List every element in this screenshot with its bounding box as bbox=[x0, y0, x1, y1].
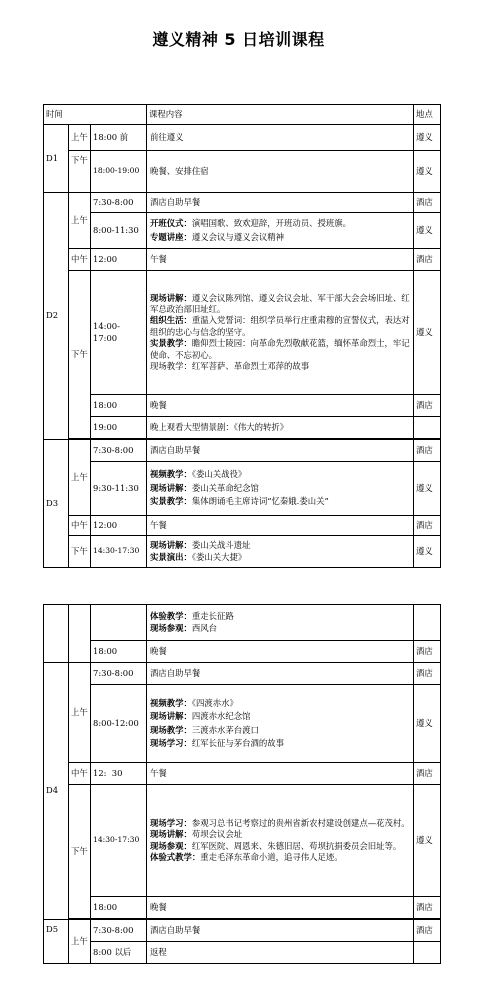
content-cell: 午餐 bbox=[147, 516, 414, 536]
location-cell: 遵义 bbox=[414, 271, 441, 395]
content-line: 现场学习：红军长征与茅台酒的故事 bbox=[150, 737, 284, 748]
period-label: 上午 bbox=[69, 920, 91, 964]
content-line: 体验教学：重走长征路 bbox=[150, 611, 234, 622]
location-cell: 遵义 bbox=[414, 685, 441, 763]
table-row bbox=[44, 462, 441, 516]
table-header-row bbox=[44, 105, 441, 125]
header-location: 地点 bbox=[414, 105, 441, 125]
content-cell: 返程 bbox=[147, 942, 414, 964]
period-label: 中午 bbox=[69, 763, 91, 785]
location-cell: 酒店 bbox=[414, 920, 441, 942]
location-cell bbox=[414, 605, 441, 641]
time-cell: 12: 30 bbox=[91, 763, 147, 785]
table-row bbox=[44, 249, 441, 271]
period-label: 上午 bbox=[69, 663, 91, 763]
content-cell bbox=[147, 462, 414, 516]
period-label: 下午 bbox=[69, 785, 91, 919]
location-cell: 酒店 bbox=[414, 641, 441, 663]
location-cell: 遵义 bbox=[414, 536, 441, 568]
table-row bbox=[44, 395, 441, 417]
location-cell bbox=[414, 942, 441, 964]
period-label: 上午 bbox=[69, 125, 91, 151]
table-row bbox=[44, 785, 441, 897]
content-line: 现场学习：参观习总书记考察过的贵州省新农村建设创建点—花茂村。 bbox=[150, 817, 410, 828]
schedule-table-page1 bbox=[43, 104, 441, 568]
header-time: 时间 bbox=[44, 105, 147, 125]
content-cell bbox=[147, 271, 414, 395]
content-cell: 午餐 bbox=[147, 249, 414, 271]
time-cell: 8:00 以后 bbox=[91, 942, 147, 964]
period-label: 下午 bbox=[69, 151, 91, 193]
table-row bbox=[44, 440, 441, 462]
content-line: 实景演出：《娄山关大捷》 bbox=[150, 551, 247, 562]
content-cell: 酒店自助早餐 bbox=[147, 920, 414, 942]
location-cell: 遵义 bbox=[414, 785, 441, 897]
table-row bbox=[44, 942, 441, 964]
time-cell: 18:00 bbox=[91, 641, 147, 663]
location-cell: 酒店 bbox=[414, 395, 441, 417]
content-line: 现场教学：三渡赤水茅台渡口 bbox=[150, 724, 259, 735]
content-line: 现场讲解：娄山关革命纪念馆 bbox=[150, 482, 259, 493]
period-label: 上午 bbox=[69, 440, 91, 516]
content-line: 现场参观：西风台 bbox=[150, 622, 217, 633]
time-cell: 8:00-12:00 bbox=[91, 685, 147, 763]
content-cell: 前往遵义 bbox=[147, 125, 414, 151]
table-row bbox=[44, 213, 441, 249]
page-title: 遵义精神 5 日培训课程 bbox=[152, 30, 325, 49]
location-cell: 酒店 bbox=[414, 249, 441, 271]
content-line: 实景教学：集体朗诵毛主席诗词“忆秦娥.娄山关” bbox=[150, 496, 329, 507]
content-cell bbox=[147, 213, 414, 249]
content-line: 现场讲解：苟坝会议会址 bbox=[150, 829, 243, 840]
content-cell: 午餐 bbox=[147, 763, 414, 785]
location-cell: 遵义 bbox=[414, 151, 441, 193]
header-content: 课程内容 bbox=[147, 105, 414, 125]
location-cell: 酒店 bbox=[414, 440, 441, 462]
period-label: 中午 bbox=[69, 516, 91, 536]
day-label: D2 bbox=[44, 193, 69, 440]
content-line: 开班仪式：演唱国歌、致欢迎辞，开班动员、授班旗。 bbox=[150, 218, 351, 229]
day-label: D3 bbox=[44, 440, 69, 568]
table-row bbox=[44, 663, 441, 685]
content-line: 体验式教学：重走毛泽东革命小道，追寻伟人足迹。 bbox=[150, 851, 343, 862]
time-cell: 7:30-8:00 bbox=[91, 920, 147, 942]
table-row bbox=[44, 897, 441, 919]
content-cell: 酒店自助早餐 bbox=[147, 663, 414, 685]
content-cell bbox=[147, 605, 414, 641]
location-cell: 酒店 bbox=[414, 516, 441, 536]
day-label: D5 bbox=[44, 920, 69, 964]
time-cell: 7:30-8:00 bbox=[91, 193, 147, 213]
table-row bbox=[44, 641, 441, 663]
content-line: 现场讲解：遵义会议陈列馆、遵义会议会址、军干部大会会场旧址、红军总政治部旧址红。 bbox=[150, 292, 410, 315]
table-row bbox=[44, 920, 441, 942]
location-cell: 遵义 bbox=[414, 125, 441, 151]
time-cell: 18:00-19:00 bbox=[91, 151, 147, 193]
time-cell: 12:00 bbox=[91, 249, 147, 271]
time-cell: 19:00 bbox=[91, 417, 147, 439]
table-row bbox=[44, 763, 441, 785]
content-line: 实景教学：瞻仰烈士陵园：向革命先烈敬献花篮，缅怀革命烈士，牢记使命、不忘初心。 bbox=[150, 338, 410, 360]
table-row bbox=[44, 193, 441, 213]
time-cell: 14:30-17:30 bbox=[91, 785, 147, 897]
period-label: 上午 bbox=[69, 193, 91, 249]
time-cell: 14:30-17:30 bbox=[91, 536, 147, 568]
time-cell: 9:30-11:30 bbox=[91, 462, 147, 516]
content-cell: 酒店自助早餐 bbox=[147, 440, 414, 462]
table-row bbox=[44, 605, 441, 641]
content-line: 专题讲座：遵义会议与遵义会议精神 bbox=[150, 231, 284, 242]
content-line: 视频教学：《娄山关战役》 bbox=[150, 469, 247, 480]
time-cell: 8:00-11:30 bbox=[91, 213, 147, 249]
location-cell: 酒店 bbox=[414, 193, 441, 213]
time-cell: 7:30-8:00 bbox=[91, 440, 147, 462]
table-row bbox=[44, 151, 441, 193]
time-cell: 18:00 前 bbox=[91, 125, 147, 151]
content-cell: 晚餐 bbox=[147, 641, 414, 663]
period-label: 中午 bbox=[69, 249, 91, 271]
location-cell: 酒店 bbox=[414, 663, 441, 685]
content-cell: 晚上观看大型情景剧：《伟大的转折》 bbox=[147, 417, 414, 439]
location-cell: 遵义 bbox=[414, 462, 441, 516]
schedule-table-page2 bbox=[43, 604, 441, 964]
table-row bbox=[44, 125, 441, 151]
period-label-continued bbox=[69, 605, 91, 663]
content-line: 现场讲解：娄山关战斗遗址 bbox=[150, 540, 251, 551]
table-row bbox=[44, 536, 441, 568]
content-cell: 晚餐 bbox=[147, 395, 414, 417]
content-cell: 晚餐 bbox=[147, 897, 414, 919]
content-cell bbox=[147, 785, 414, 897]
table-row bbox=[44, 271, 441, 395]
time-cell: 12:00 bbox=[91, 516, 147, 536]
time-cell: 18:00 bbox=[91, 897, 147, 919]
content-cell bbox=[147, 685, 414, 763]
content-cell bbox=[147, 536, 414, 568]
time-cell: 18:00 bbox=[91, 395, 147, 417]
location-cell: 酒店 bbox=[414, 763, 441, 785]
content-line: 组织生活：重温入党誓词：组织学员举行庄重肃穆的宣誓仪式，表达对组织的忠心与信念的坚守。 bbox=[150, 315, 410, 337]
day-label-continued bbox=[44, 605, 69, 663]
content-line: 现场参观：红军医院、周恩来、朱德旧居、苟坝抗捐委员会旧址等。 bbox=[150, 840, 402, 851]
content-line: 现场教学：红军菩萨、革命烈士邓萍的故事 bbox=[150, 360, 310, 371]
day-label: D4 bbox=[44, 663, 69, 920]
location-cell: 酒店 bbox=[414, 897, 441, 919]
content-line: 现场讲解：四渡赤水纪念馆 bbox=[150, 711, 251, 722]
time-cell: 14:00-17:00 bbox=[91, 271, 147, 395]
location-cell: 遵义 bbox=[414, 213, 441, 249]
time-cell: 7:30-8:00 bbox=[91, 663, 147, 685]
table-row bbox=[44, 516, 441, 536]
content-line: 视频教学：《四渡赤水》 bbox=[150, 697, 238, 708]
period-label: 下午 bbox=[69, 271, 91, 439]
day-label: D1 bbox=[44, 125, 69, 193]
location-cell bbox=[414, 417, 441, 439]
period-label: 下午 bbox=[69, 536, 91, 568]
table-row bbox=[44, 417, 441, 439]
content-cell: 酒店自助早餐 bbox=[147, 193, 414, 213]
table-row bbox=[44, 685, 441, 763]
content-cell: 晚餐、安排住宿 bbox=[147, 151, 414, 193]
time-cell-continued bbox=[91, 605, 147, 641]
